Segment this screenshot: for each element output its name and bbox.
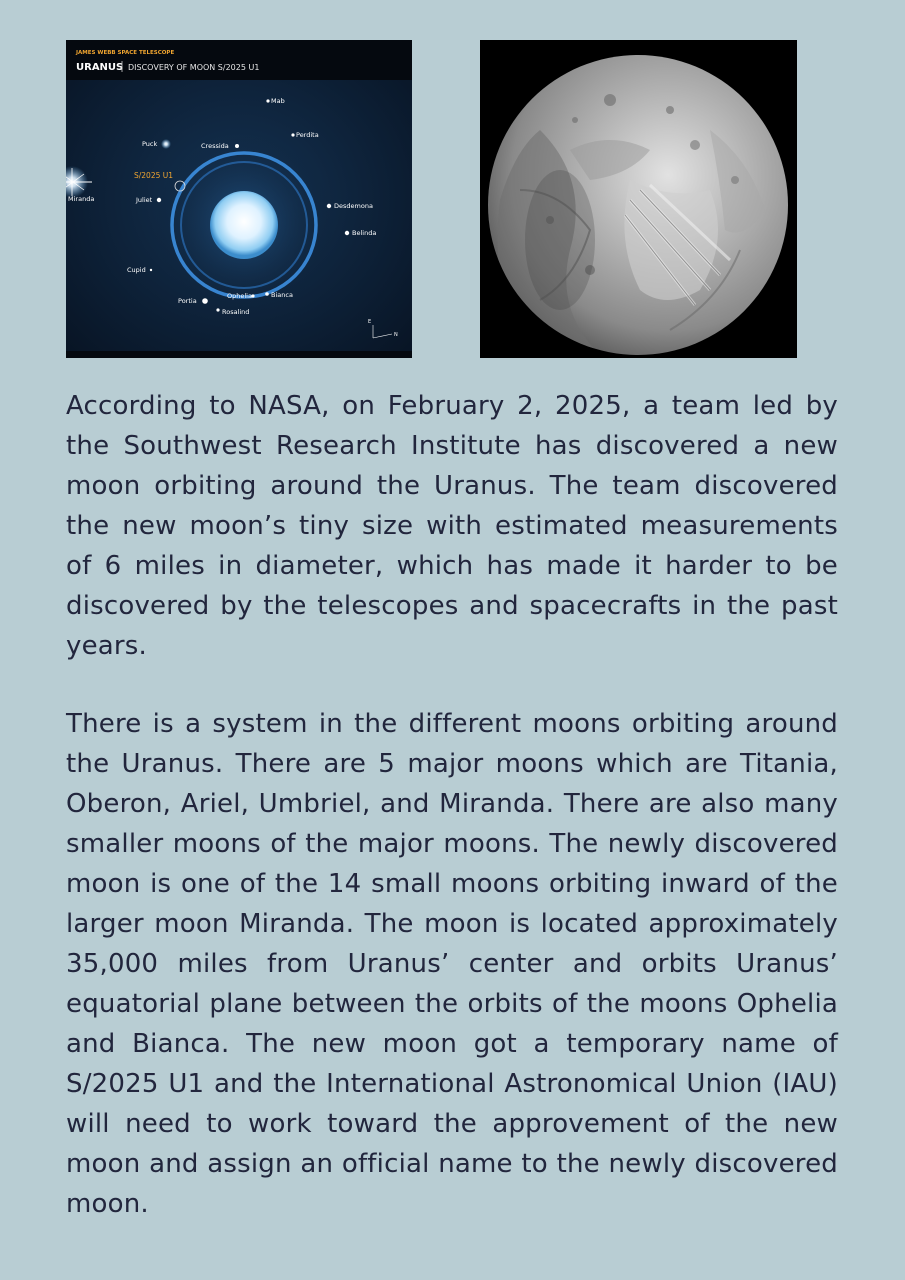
- moon-label-puck: Puck: [142, 140, 158, 148]
- moon-label-cupid: Cupid: [127, 266, 146, 274]
- uranus-planet: [210, 191, 278, 259]
- moon-label-desdemona: Desdemona: [334, 202, 373, 210]
- moon-label-mab: Mab: [271, 97, 285, 105]
- article-paragraph-1: According to NASA, on February 2, 2025, a team led by the Southwest Research Institute has discovered a new moon orbiting around the Uranus. The team discovered the new moon’s tiny size with estimated measurements of 6 miles in diameter, which has made it harder to be discovered by the telescopes and spacecrafts in the past years.: [66, 391, 838, 661]
- image-subtitle: DISCOVERY OF MOON S/2025 U1: [128, 63, 260, 72]
- agency-label: JAMES WEBB SPACE TELESCOPE: [76, 50, 175, 56]
- header-band: [66, 40, 412, 80]
- image-title: URANUS: [76, 62, 124, 73]
- moon-label-juliet: Juliet: [136, 196, 153, 204]
- moon-label-bianca: Bianca: [271, 291, 293, 299]
- svg-text:E: E: [368, 319, 372, 325]
- moon-label-belinda: Belinda: [352, 229, 377, 237]
- miranda-moon-image: [480, 40, 797, 358]
- moon-label-portia: Portia: [178, 297, 197, 305]
- article-paragraph-2: There is a system in the different moons orbiting around the Uranus. There are 5 major moons which are Titania, Oberon, Ariel, Umbriel, and Miranda. There are also many smaller moons of the major moons. The newly discovered moon is one of the 14 small moons orbiting inward of the larger moon Miranda. The moon is located approximately 35,000 miles from Uranus’ center and orbits Uranus’ equatorial plane between the orbits of the moons Ophelia and Bianca. The new moon got a temporary name of S/2025 U1 and the International Astronomical Union (IAU) will need to work toward the approvement of the new moon and assign an official name to the newly discovered moon.: [66, 709, 838, 1219]
- new-moon-label: S/2025 U1: [134, 171, 174, 180]
- moon-label-cressida: Cressida: [201, 142, 229, 150]
- moon-label-perdita: Perdita: [296, 131, 319, 139]
- moon-label-ophelia: Ophelia: [227, 292, 252, 300]
- jwst-uranus-image: [66, 40, 412, 358]
- svg-text:N: N: [394, 332, 398, 338]
- moon-label-rosalind: Rosalind: [222, 308, 250, 316]
- moon-label-miranda: Miranda: [68, 195, 95, 203]
